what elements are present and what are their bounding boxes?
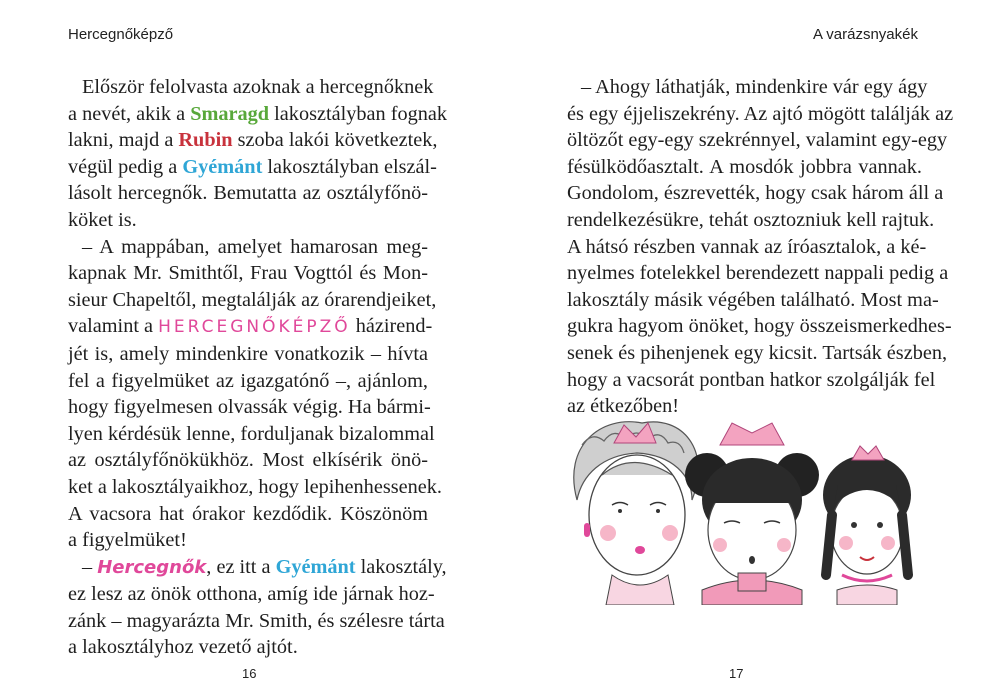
paragraph-1 xyxy=(68,74,448,234)
text-line: fésülködőasztalt. A mosdók jobbra vannak. xyxy=(567,155,922,178)
hercegnok-script-word: Hercegnők xyxy=(97,556,207,578)
paragraph-3 xyxy=(68,554,447,661)
text-line: kapnak Mr. Smithtől, Frau Vogttól és Mon- xyxy=(68,262,428,285)
text-line: hogy figyelmesen olvassák végig. Ha bármi- xyxy=(68,396,431,419)
text-span: , ez itt a xyxy=(206,555,276,578)
hercegnokepzo-logotype: HERCEGNŐKÉPZŐ xyxy=(158,317,351,338)
text-line: A vacsora hat órakor kezdődik. Köszönöm xyxy=(68,502,428,525)
text-line: köket is. xyxy=(68,208,137,231)
princess-grey-hair xyxy=(574,422,699,605)
gyemant-highlight: Gyémánt xyxy=(182,155,263,178)
text-line: – A mappában, amelyet hamarosan meg- xyxy=(82,235,428,258)
right-page-body xyxy=(567,74,954,420)
text-line: – Ahogy láthatják, mindenkire vár egy ágy xyxy=(581,76,928,98)
right-page xyxy=(500,0,1000,699)
text-line: hogy a vacsorát pontban hatkor szolgálják fel xyxy=(567,368,936,391)
text-line: senek és pihenjenek egy kicsit. Tartsák észben, xyxy=(567,341,948,364)
text-span: házirend- xyxy=(350,315,433,338)
princess-black-buns xyxy=(685,423,819,605)
text-span: valamint a xyxy=(68,315,159,338)
left-page-body xyxy=(68,74,448,661)
text-line: gukra hagyom önöket, hogy összeismerkedhes- xyxy=(567,315,952,338)
text-line: a figyelmüket! xyxy=(68,529,187,552)
princess-braids xyxy=(823,446,911,605)
text-line: fel a figyelmüket az igazgatónő –, ajánlom, xyxy=(68,369,428,392)
text-line: és egy éjjeliszekrény. Az ajtó mögött találják az xyxy=(567,102,954,125)
text-line: rendelkezésükre, tehát osztozniuk kell rajtuk. xyxy=(567,208,935,231)
text-span: lakosztályban elszál- xyxy=(262,155,437,178)
text-span: lakosztályban fognak xyxy=(269,102,448,125)
text-line: lakosztály másik végében található. Most ma- xyxy=(567,288,939,311)
text-line: öltözőt egy-egy szekrénnyel, valamint egy-egy xyxy=(567,129,948,152)
rubin-highlight: Rubin xyxy=(178,129,233,152)
text-line: nyelmes fotelekkel berendezett nappali pedig a xyxy=(567,262,949,285)
text-line: ez lesz az önök otthona, amíg ide járnak hoz- xyxy=(68,583,435,606)
text-line: lyen kérdésük lenne, forduljanak bizalommal xyxy=(68,422,435,445)
text-line xyxy=(68,154,437,181)
text-line: az étkezőben! xyxy=(567,395,680,418)
text-line: Először felolvasta azoknak a hercegnőknek xyxy=(82,76,434,98)
three-princesses-illustration xyxy=(542,405,932,605)
paragraph-right xyxy=(567,74,954,420)
text-line xyxy=(68,101,448,128)
text-span: a nevét, akik a xyxy=(68,102,191,125)
text-span: szoba lakói következtek, xyxy=(232,129,438,152)
gyemant-highlight: Gyémánt xyxy=(275,555,356,578)
text-line: jét is, amely mindenkire vonatkozik – hívta xyxy=(68,342,428,365)
running-header-right: A varázsnyakék xyxy=(812,26,918,43)
text-line xyxy=(68,127,438,154)
text-line: az osztályfőnökükhöz. Most elkísérik önö- xyxy=(68,449,428,472)
text-span: végül pedig a xyxy=(68,155,183,178)
text-line: ket a lakosztályaikhoz, hogy lepihenhessenek. xyxy=(68,475,442,498)
text-line: A hátsó részben vannak az íróasztalok, a ké- xyxy=(567,235,927,258)
text-line: Gondolom, észrevették, hogy csak három áll a xyxy=(567,182,944,205)
text-line: lásolt hercegnők. Bemutatta az osztályfőnö- xyxy=(68,182,428,205)
text-span: lakosztály, xyxy=(355,555,447,578)
smaragd-highlight: Smaragd xyxy=(190,102,270,125)
text-line xyxy=(68,313,433,341)
paragraph-2 xyxy=(68,234,442,554)
text-span: – xyxy=(82,555,98,578)
text-span: lakni, majd a xyxy=(68,129,179,152)
running-header-left: Hercegnőképző xyxy=(68,26,174,43)
page-number-left: 16 xyxy=(242,666,257,681)
page-number-right: 17 xyxy=(729,666,744,681)
text-line xyxy=(68,554,447,582)
text-line: zánk – magyarázta Mr. Smith, és szélesre tárta xyxy=(68,609,445,632)
text-line: a lakosztályhoz vezető ajtót. xyxy=(68,636,298,659)
text-line: sieur Chapeltől, megtalálják az órarendjeiket, xyxy=(68,288,437,311)
